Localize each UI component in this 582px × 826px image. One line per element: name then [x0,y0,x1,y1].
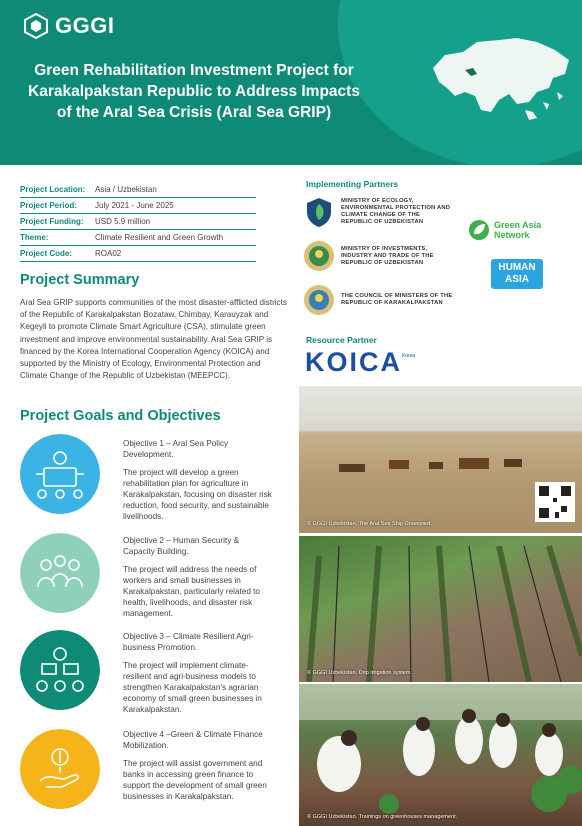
objective-title: Objective 1 – Aral Sea Policy Development. [123,439,229,459]
header-banner [0,0,582,165]
objective-text: The project will assist government and banks in accessing green finance to support the development of small green businesses in Karakalpakstan. [123,759,267,801]
info-value: Climate Resilient and Green Growth [95,233,224,242]
human-asia-line1: HUMAN [498,262,536,273]
karakalpakstan-emblem-icon [303,284,335,316]
info-value: ROA02 [95,249,122,258]
green-asia-text: Green Asia Network [494,220,542,240]
info-row [20,182,256,198]
logo-text: GGGI [55,13,115,38]
finance-icon [20,729,100,809]
partner-investments [303,240,453,272]
objective-4 [123,729,273,802]
partner-name: THE COUNCIL OF MINISTERS OF THE REPUBLIC OF KARAKALPAKSTAN [341,293,453,306]
info-row [20,230,256,246]
objective-text: The project will develop a green rehabilitation plan for agriculture in Karakalpakstan, focusing on disaster risk reduction, food security, and sustainable livelihoods. [123,468,272,521]
info-label: Project Funding: [20,217,84,226]
info-label: Project Code: [20,249,73,258]
info-value: July 2021 - June 2025 [95,201,174,210]
objective-title: Objective 4 –Green & Climate Finance Mobilization. [123,730,263,750]
summary-heading: Project Summary [20,272,140,288]
green-asia-network-logo [468,219,550,241]
photo-drip-irrigation [299,536,582,682]
partner-meepcc [303,196,453,228]
photo-caption: © GGGI Uzbekistan. The Aral Sea Ship Graveyard. [307,521,432,527]
koica-text: KOICA [305,347,402,377]
asia-map-icon [425,30,575,130]
drip-irrigation-image [299,536,582,682]
human-asia-logo [491,259,543,289]
objective-title: Objective 3 – Climate Resilient Agri-business Promotion. [123,632,254,652]
project-info-table [20,182,256,262]
info-label: Project Period: [20,201,77,210]
koica-logo [305,347,415,378]
objective-1 [123,438,273,522]
partner-name: MINISTRY OF ECOLOGY, ENVIRONMENTAL PROTECTION AND CLIMATE CHANGE OF THE REPUBLIC OF UZBEKISTAN [341,198,451,225]
info-value: USD 5.9 million [95,217,151,226]
info-row [20,246,256,262]
implementing-partners-heading: Implementing Partners [306,179,399,189]
koica-small-text: Korea [402,353,416,359]
gggi-logo [22,12,114,40]
partner-karakalpakstan [303,284,453,316]
agribusiness-icon [20,630,100,710]
info-value: Asia / Uzbekistan [95,185,157,194]
resource-partner-heading: Resource Partner [306,335,377,345]
photo-ship-graveyard [299,386,582,533]
ship-graveyard-image [299,386,582,533]
human-asia-line2: ASIA [505,274,529,285]
people-icon [20,533,100,613]
info-row [20,214,256,230]
photo-greenhouse-training [299,684,582,826]
objective-text: The project will implement climate-resilient and agri-business models to strengthen Karakalpakstan's agrarian economy of small green businesses in Karakalpakstan. [123,661,262,714]
photo-caption: © GGGI Uzbekistan. Trainings on greenhouses management. [307,814,458,820]
summary-text: Aral Sea GRIP supports communities of the most disaster-afflicted districts of the Republic of Karakalpakstan Bozataw, Chimbay, Karauyzak and Kegeyli to promote Climate Smart Agriculture (CSA), stimulate green investment and improve environmental sustainability. Aral Sea GRIP is financed by the Korea International Cooperation Agency (KOICA) and supported by the Ministry of Ecology, Environmental Protection and Climate Change of the Republic of Uzbekistan (MEEPCC). [20,298,287,381]
greenhouse-training-image [299,684,582,826]
leaf-icon [468,219,490,241]
gggi-logo-icon [22,12,50,40]
partner-name: MINISTRY OF INVESTMENTS, INDUSTRY AND TRADE OF THE REPUBLIC OF UZBEKISTAN [341,245,434,266]
page-title: Green Rehabilitation Investment Project for Karakalpakstan Republic to Address Impacts of the Aral Sea Crisis (Aral Sea GRIP) [28,62,360,121]
ministry-ecology-emblem-icon [303,196,335,228]
info-row [20,198,256,214]
info-label: Project Location: [20,185,86,194]
objective-3 [123,631,273,715]
info-label: Theme: [20,233,49,242]
objective-title: Objective 2 – Human Security & Capacity Building. [123,536,240,556]
objective-text: The project will address the needs of workers and small businesses in Karakalpakstan, particularly related to health, livelihoods, and disaster risk management. [123,565,260,618]
photo-caption: © GGGI Uzbekistan. Drip irrigation system. [307,670,412,676]
objective-2 [123,535,273,619]
uzbekistan-emblem-icon [303,240,335,272]
goals-heading: Project Goals and Objectives [20,408,221,424]
policy-icon [20,434,100,514]
